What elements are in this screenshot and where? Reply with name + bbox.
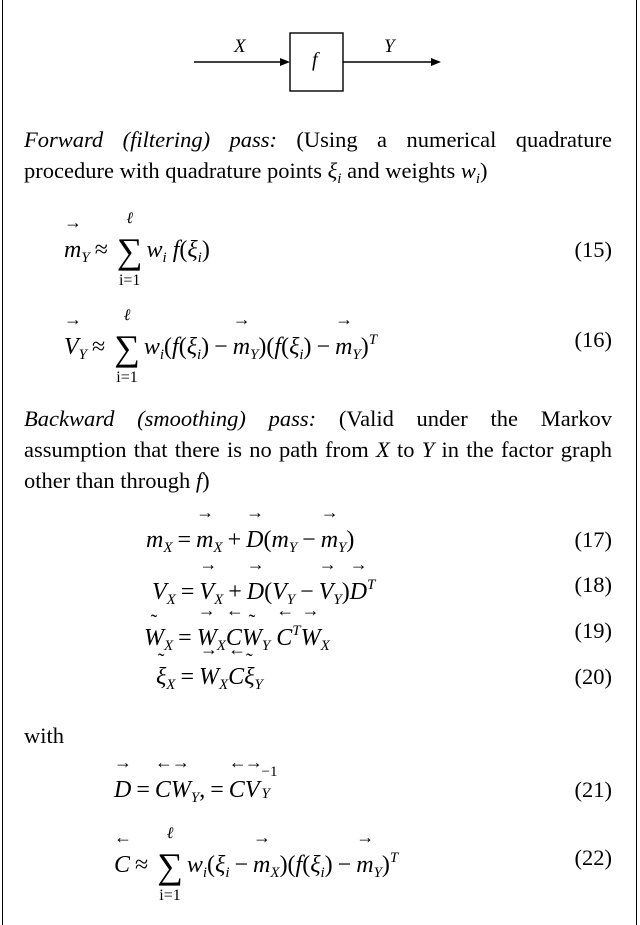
equation-17: $m_X =\to m_X +\to D(m_Y -\to m_Y)$ (17): [0, 520, 640, 560]
equation-21: → D =← $C\to W_Y$, =← C→ V −1 Y (21): [0, 770, 640, 810]
output-label: Y: [384, 36, 395, 57]
forward-pass-text: (Using a numerical quadrature procedure with quadrature points: [24, 127, 612, 183]
equation-number-20: (20): [574, 664, 612, 689]
input-label: X: [234, 36, 246, 57]
factor-block-diagram: [0, 0, 640, 100]
equation-20: ˜ $\xi_X$ =→ $W_X\leftarrow$ C˜ $\xi_Y$ (20): [0, 657, 640, 697]
equation-16: → $V_Y$ ≈ ∑ ℓ i=1 $w_i(f(\xi_i) -\to m_Y)(f(\xi_i) -\to m_Y)^T$ (16): [0, 320, 640, 360]
equation-18: $V_X =\to V_X +\to D(V_Y -\to V_Y)\to D^T$ (18): [0, 565, 640, 605]
backward-pass-paragraph: Backward (smoothing) pass: (Valid under the Markov assumption that there is no path from X to Y in the factor graph other than through f): [24, 406, 612, 493]
equation-15: → $m_Y$ ≈ ∑ ℓ i=1 $w_i$ $f(\xi_i)$ (15): [0, 230, 640, 270]
equation-number-17: (17): [574, 527, 612, 552]
forward-pass-heading: Forward (filtering) pass:: [24, 127, 277, 152]
output-arrowhead: [431, 58, 441, 66]
backward-pass-heading: Backward (smoothing) pass:: [24, 406, 317, 431]
forward-pass-paragraph: Forward (filtering) pass: (Using a numerical quadrature procedure with quadrature points $\xi_i$ and weights $w_i$): [24, 127, 612, 187]
equation-number-18: (18): [574, 572, 612, 597]
equation-number-22: (22): [574, 845, 612, 870]
equation-number-16: (16): [574, 327, 612, 352]
with-label: with: [24, 723, 65, 748]
equation-number-21: (21): [574, 777, 612, 802]
equation-number-19: (19): [574, 618, 612, 643]
equation-number-15: (15): [574, 237, 612, 262]
input-arrowhead: [280, 58, 290, 66]
block-label: f: [312, 49, 318, 71]
equation-22: ← C ≈ ∑ ℓ i=1 $w_i(\xi_i -\to m_X)(f(\xi_i) -\to m_Y)^T$ (22): [0, 838, 640, 878]
equation-19: ˜ $W_X$ =→ $W_X\leftarrow$ C˜ $W_Y$ ← $C^T\to W_X$ (19): [0, 611, 640, 651]
